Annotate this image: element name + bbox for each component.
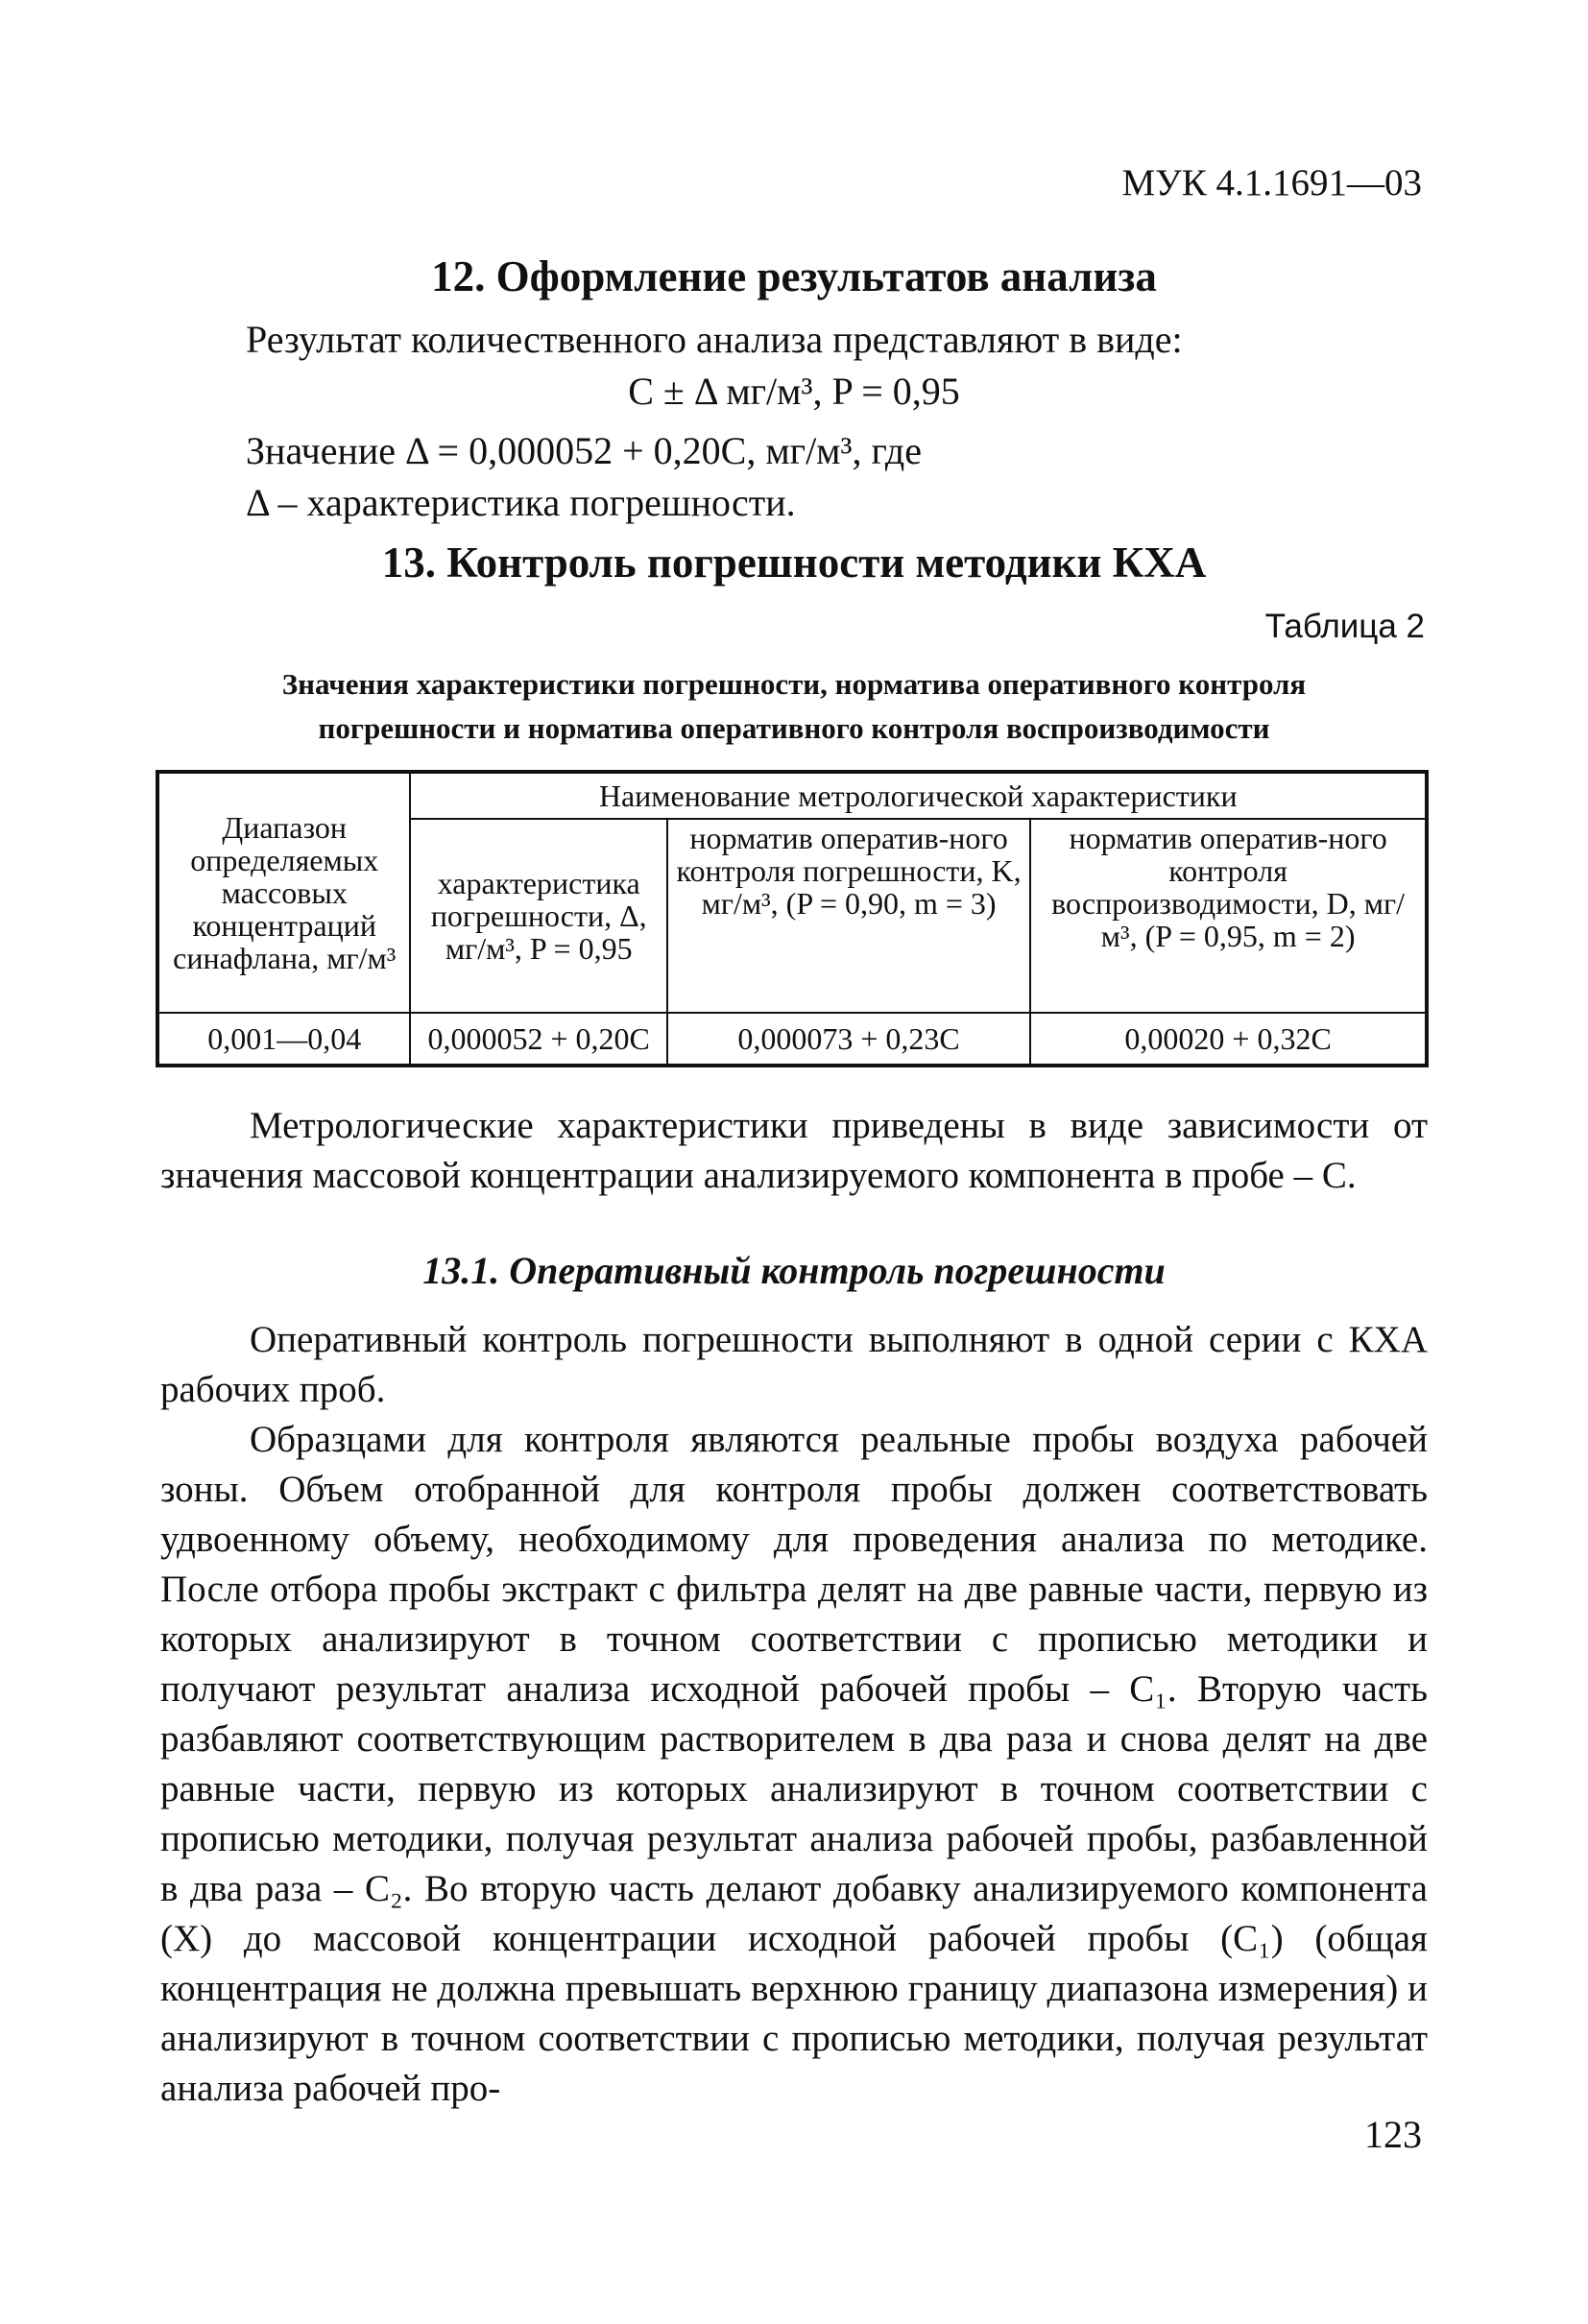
paragraph-1: Оперативный контроль погрешности выполняют в одной серии с КХА рабочих проб. — [160, 1319, 1428, 1410]
section-13-title: 13. Контроль погрешности методики КХА — [381, 539, 1207, 587]
header-d: норматив оператив-ного контроля воспроизводимости, D, мг/м³, (P = 0,95, m = 2) — [1030, 819, 1427, 1013]
section-12-line2: Значение Δ = 0,000052 + 0,20C, мг/м³, где — [246, 429, 923, 472]
cell-d: 0,00020 + 0,32C — [1030, 1013, 1427, 1066]
header-k: норматив оператив-ного контроля погрешности, K, мг/м³, (P = 0,90, m = 3) — [667, 819, 1030, 1013]
document-code: МУК 4.1.1691—03 — [1121, 162, 1422, 204]
table-caption-line1: Значения характеристики погрешности, норматива оперативного контроля — [281, 667, 1307, 701]
table-label: Таблица 2 — [1264, 608, 1425, 645]
cell-error: 0,000052 + 0,20C — [410, 1013, 667, 1066]
paragraph-2: Образцами для контроля являются реальные пробы воздуха рабочей зоны. Объем отобранной для контроля пробы должен соответствовать удвоенному объему, необходимому для проведения анализа по методике. После отбора пробы экстракт с фильтра делят на две равные части, первую из которых анализируют в точном соответствии с прописью методики и получают результат анализа исходной рабочей пробы – С₁. Вторую часть разбавляют соответствующим растворителем в два раза и снова делят на две равные части, первую из которых анализируют в точном соответствии с прописью методики, получая результат анализа рабочей пробы, разбавленной в два раза – С₂. Во вторую часть делают добавку анализируемого компонента (X) до массовой концентрации исходной рабочей пробы (С₁) (общая концентрация не должна превышать верхнюю границу диапазона измерения) и анализируют в точном соответствии с прописью методики, получая результат анализа рабочей про- — [160, 1419, 1428, 2109]
page-number: 123 — [1364, 2113, 1422, 2156]
section-12-title: 12. Оформление результатов анализа — [431, 252, 1157, 300]
section-12-line1: Результат количественного анализа представляют в виде: — [246, 318, 1183, 361]
cell-range: 0,001—0,04 — [157, 1013, 410, 1066]
paragraph-metrology: Метрологические характеристики приведены в виде зависимости от значения массовой концентрации анализируемого компонента в пробе – С. — [160, 1105, 1428, 1196]
header-error: характеристика погрешности, Δ, мг/м³, P = 0,95 — [410, 819, 667, 1013]
header-range: Диапазон определяемых массовых концентраций синафлана, мг/м³ — [157, 772, 410, 1013]
section-12-line3: Δ – характеристика погрешности. — [246, 481, 796, 524]
result-formula: С ± Δ мг/м³, P = 0,95 — [628, 370, 960, 413]
header-group: Наименование метрологической характеристики — [410, 772, 1427, 819]
table-row — [157, 1013, 1427, 1066]
table-caption-line2: погрешности и норматива оперативного контроля воспроизводимости — [318, 711, 1270, 745]
metrology-table — [156, 770, 1429, 1067]
section-13-1-title: 13.1. Оперативный контроль погрешности — [422, 1249, 1166, 1292]
table-caption — [154, 662, 1434, 751]
cell-k: 0,000073 + 0,23C — [667, 1013, 1030, 1066]
